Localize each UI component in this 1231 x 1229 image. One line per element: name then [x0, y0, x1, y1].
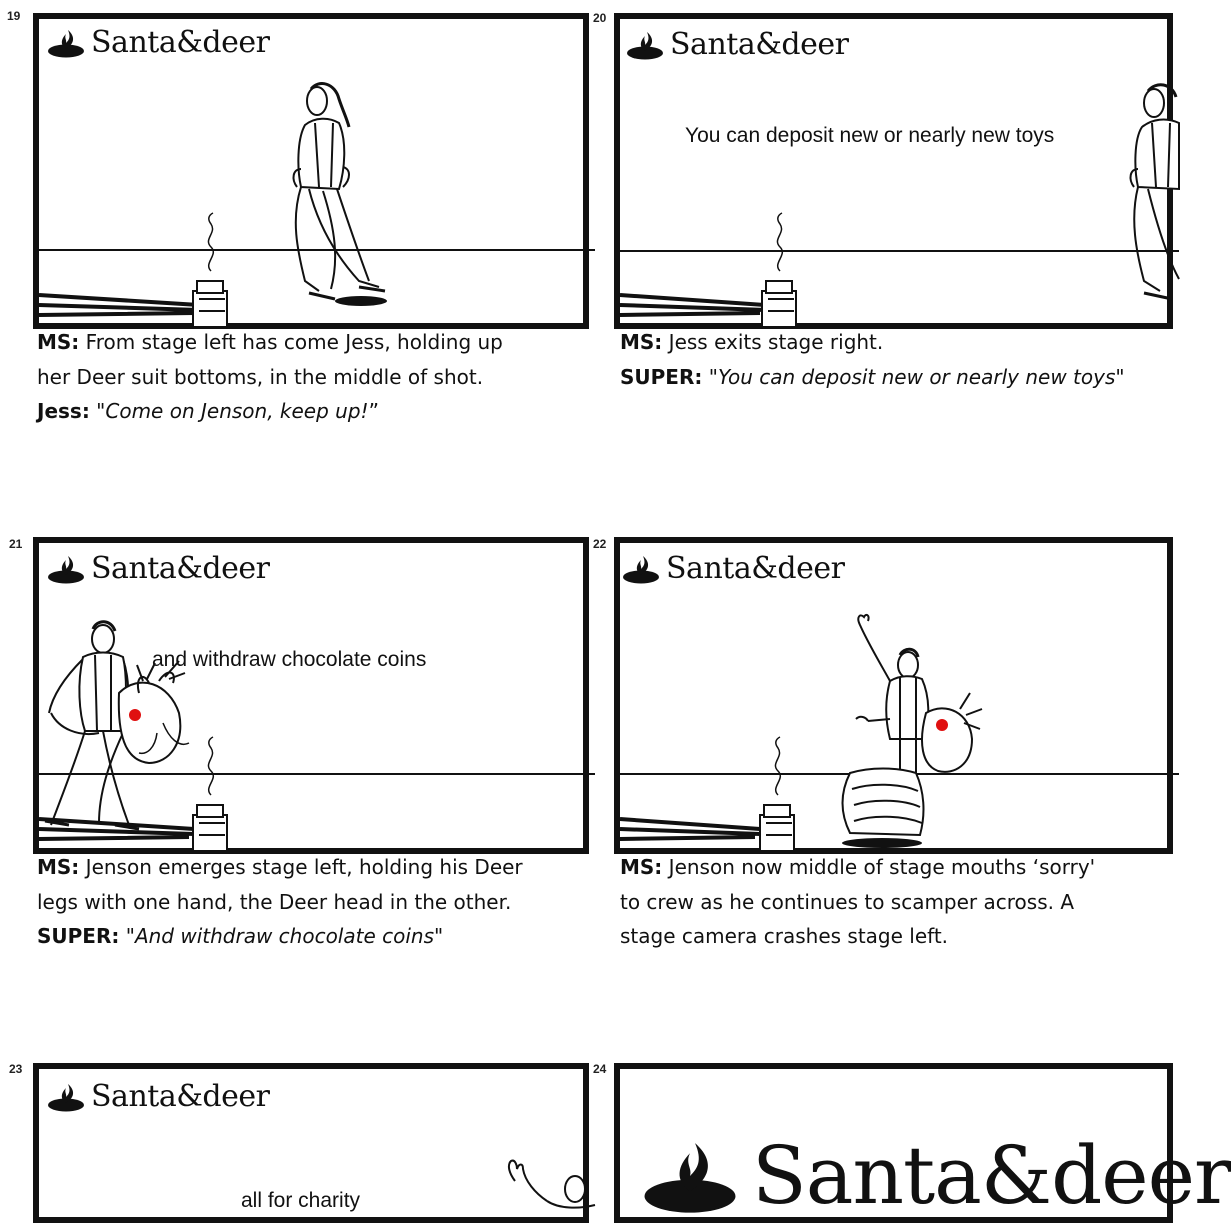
- panel-number: 22: [593, 537, 607, 551]
- deer-nose-icon: [129, 709, 141, 721]
- panel-number: 19: [7, 9, 21, 23]
- caption-line: MS: From stage left has come Jess, holding up: [37, 330, 503, 354]
- storyboard-frame-19: [33, 13, 589, 329]
- caption-line: MS: Jenson emerges stage left, holding his Deer: [37, 855, 523, 879]
- super-text: all for charity: [241, 1189, 361, 1212]
- man-waving-icon: [509, 1161, 595, 1208]
- scene-illustration: [39, 19, 595, 335]
- super-text: and withdraw chocolate coins: [152, 648, 427, 671]
- caption-line: MS: Jenson now middle of stage mouths ‘sorry': [620, 855, 1096, 879]
- flame-icon: [642, 1136, 738, 1216]
- caption-line: SUPER: "You can deposit new or nearly new toys": [620, 364, 1125, 389]
- woman-exiting-icon: [1131, 85, 1179, 299]
- woman-walking-icon: [294, 84, 387, 306]
- storyboard-frame-23: [33, 1063, 589, 1223]
- stage-camera-icon: [620, 737, 794, 851]
- caption-19: [37, 325, 503, 429]
- deer-nose-icon: [936, 719, 948, 731]
- storyboard-frame-20: [614, 13, 1173, 329]
- panel-number: 23: [9, 1062, 23, 1076]
- scene-illustration: [39, 1069, 595, 1229]
- caption-22: [620, 850, 1095, 954]
- man-waving-icon: [842, 615, 982, 848]
- super-text: You can deposit new or nearly new toys: [685, 124, 1055, 147]
- storyboard-frame-24: [614, 1063, 1231, 1223]
- brand-name: Santa&deer: [91, 1079, 270, 1114]
- caption-20: [620, 325, 1125, 394]
- panel-number: 21: [9, 537, 23, 551]
- panel-number: 24: [593, 1062, 607, 1076]
- scene-illustration: [620, 19, 1179, 335]
- scene-illustration: [39, 543, 595, 860]
- stage-camera-icon: [39, 213, 227, 327]
- brand-logo-large: [642, 1129, 1231, 1222]
- brand-name: Santa&deer: [666, 551, 845, 586]
- storyboard-frame-22: [614, 537, 1173, 854]
- panel-number: 20: [593, 11, 607, 25]
- man-with-deer-head-icon: [45, 622, 189, 829]
- caption-line: SUPER: "And withdraw chocolate coins": [37, 924, 444, 948]
- caption-line: Jess: "Come on Jenson, keep up!”: [37, 399, 379, 423]
- brand-name: Santa&deer: [752, 1129, 1231, 1222]
- brand-name: Santa&deer: [91, 25, 270, 60]
- caption-21: [37, 850, 523, 954]
- scene-illustration: [620, 543, 1179, 860]
- brand-name: Santa&deer: [91, 551, 270, 586]
- stage-camera-icon: [620, 213, 796, 327]
- caption-line: stage camera crashes stage left.: [620, 924, 949, 948]
- brand-name: Santa&deer: [670, 27, 849, 62]
- caption-line: to crew as he continues to scamper across. A: [620, 889, 1075, 914]
- caption-line: legs with one hand, the Deer head in the other.: [37, 889, 512, 914]
- caption-line: her Deer suit bottoms, in the middle of shot.: [37, 364, 484, 389]
- caption-line: MS: Jess exits stage right.: [620, 330, 884, 354]
- storyboard-frame-21: [33, 537, 589, 854]
